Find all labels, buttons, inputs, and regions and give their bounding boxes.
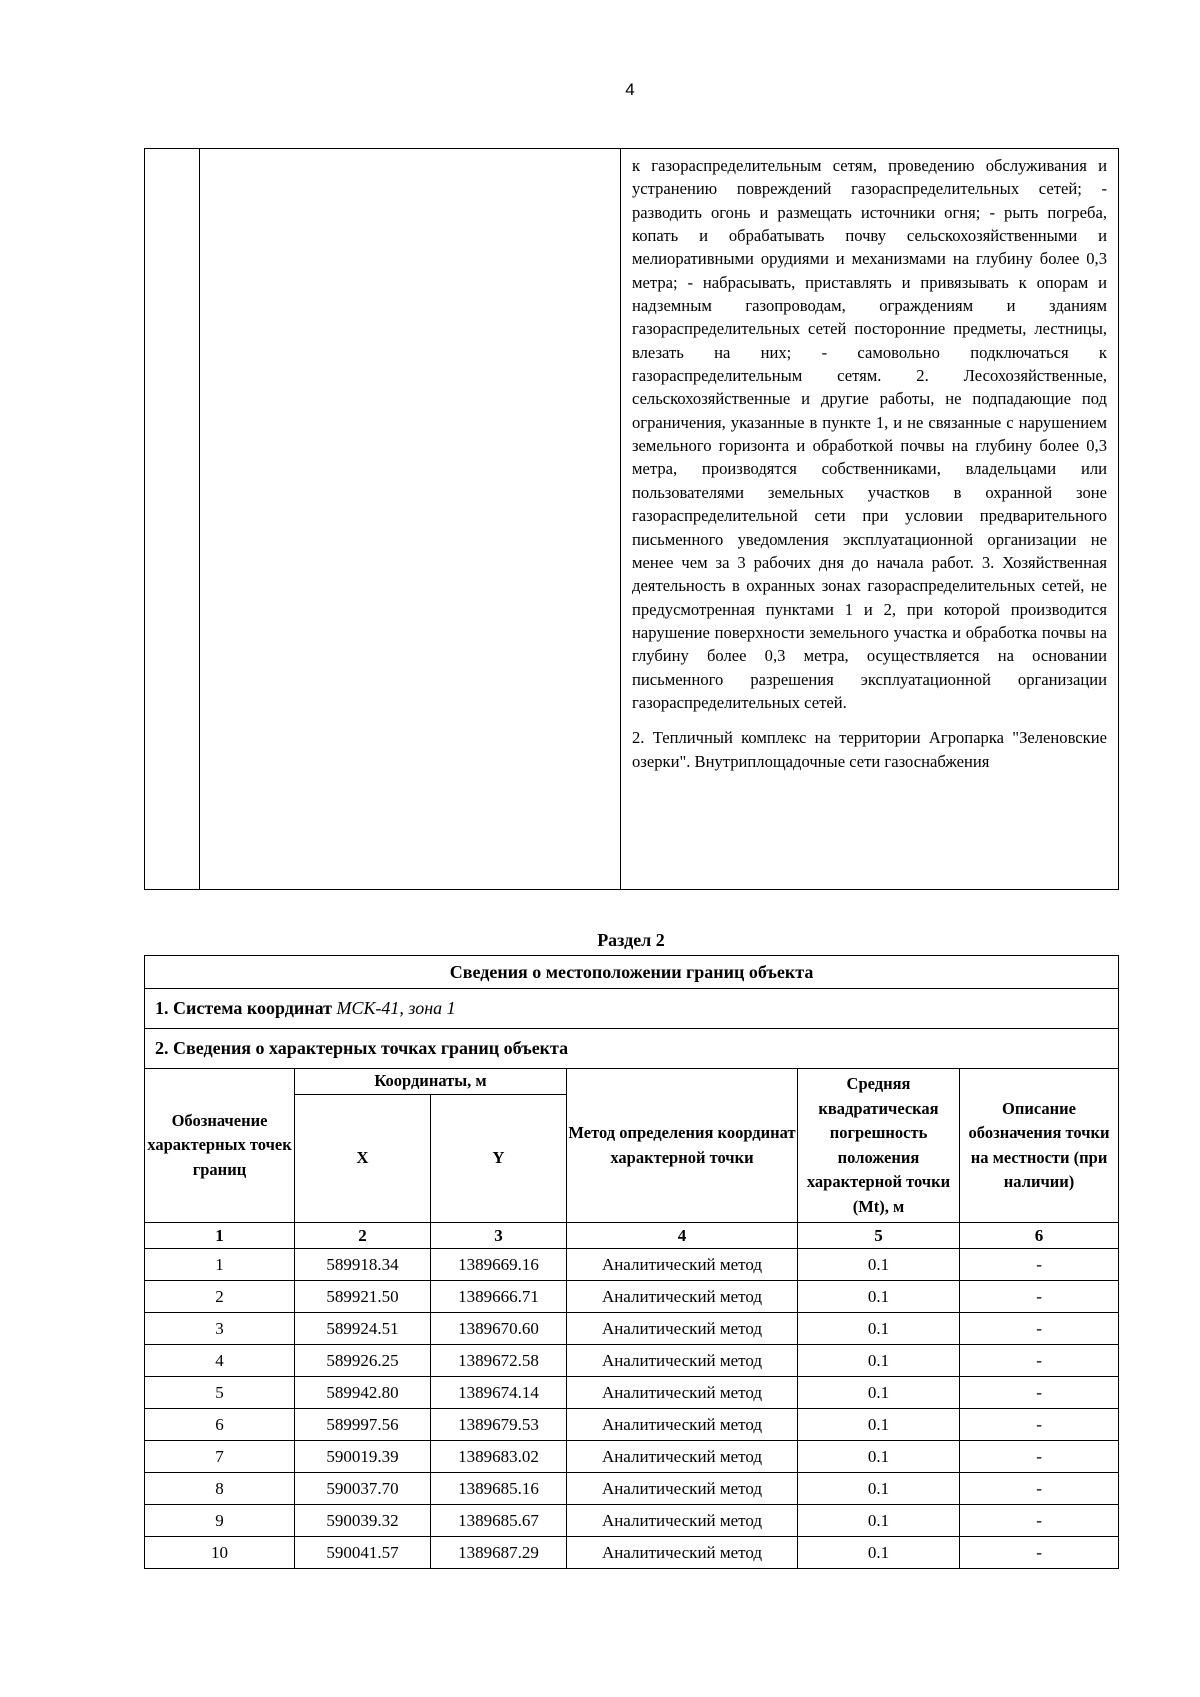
y-coordinate-cell: 1389666.71	[431, 1281, 567, 1313]
header-coordinates: Координаты, м	[295, 1069, 567, 1095]
x-coordinate-cell: 590019.39	[295, 1441, 431, 1473]
method-cell: Аналитический метод	[567, 1473, 798, 1505]
error-cell: 0.1	[798, 1409, 960, 1441]
error-cell: 0.1	[798, 1281, 960, 1313]
header-x: X	[295, 1095, 431, 1223]
restrictions-continuation-table	[144, 148, 1119, 890]
page-number: 4	[625, 80, 635, 99]
table-row	[145, 1441, 1119, 1473]
method-cell: Аналитический метод	[567, 1249, 798, 1281]
error-cell: 0.1	[798, 1249, 960, 1281]
header-error: Средняя квадратическая погрешность положения характерной точки (Mt), м	[798, 1069, 960, 1223]
x-coordinate-cell: 589924.51	[295, 1313, 431, 1345]
point-id-cell: 2	[145, 1281, 295, 1313]
y-coordinate-cell: 1389672.58	[431, 1345, 567, 1377]
table-row	[145, 1409, 1119, 1441]
table-row	[145, 1313, 1119, 1345]
table-row	[145, 1345, 1119, 1377]
table-row	[145, 1473, 1119, 1505]
description-cell: -	[960, 1537, 1119, 1569]
x-coordinate-cell: 590039.32	[295, 1505, 431, 1537]
coordinate-system-row	[145, 989, 1119, 1029]
error-cell: 0.1	[798, 1537, 960, 1569]
error-cell: 0.1	[798, 1345, 960, 1377]
description-cell: -	[960, 1441, 1119, 1473]
header-y: Y	[431, 1095, 567, 1223]
points-section-label: 2. Сведения о характерных точках границ объекта	[145, 1029, 1119, 1069]
description-cell: -	[960, 1377, 1119, 1409]
empty-index-cell	[145, 149, 200, 890]
error-cell: 0.1	[798, 1505, 960, 1537]
method-cell: Аналитический метод	[567, 1409, 798, 1441]
header-method: Метод определения координат характерной точки	[567, 1069, 798, 1223]
column-number: 2	[295, 1223, 431, 1249]
description-cell: -	[960, 1409, 1119, 1441]
method-cell: Аналитический метод	[567, 1345, 798, 1377]
point-id-cell: 4	[145, 1345, 295, 1377]
x-coordinate-cell: 590041.57	[295, 1537, 431, 1569]
table-row	[145, 1537, 1119, 1569]
method-cell: Аналитический метод	[567, 1281, 798, 1313]
header-point: Обозначение характерных точек границ	[145, 1069, 295, 1223]
table-row	[145, 1377, 1119, 1409]
x-coordinate-cell: 589926.25	[295, 1345, 431, 1377]
column-number: 6	[960, 1223, 1119, 1249]
point-id-cell: 1	[145, 1249, 295, 1281]
column-number-row	[145, 1223, 1119, 1249]
table-row	[145, 1281, 1119, 1313]
error-cell: 0.1	[798, 1441, 960, 1473]
error-cell: 0.1	[798, 1473, 960, 1505]
x-coordinate-cell: 589942.80	[295, 1377, 431, 1409]
y-coordinate-cell: 1389685.16	[431, 1473, 567, 1505]
column-number: 3	[431, 1223, 567, 1249]
x-coordinate-cell: 589918.34	[295, 1249, 431, 1281]
y-coordinate-cell: 1389669.16	[431, 1249, 567, 1281]
point-id-cell: 3	[145, 1313, 295, 1345]
y-coordinate-cell: 1389687.29	[431, 1537, 567, 1569]
column-number: 5	[798, 1223, 960, 1249]
point-id-cell: 10	[145, 1537, 295, 1569]
point-id-cell: 9	[145, 1505, 295, 1537]
method-cell: Аналитический метод	[567, 1313, 798, 1345]
column-number: 4	[567, 1223, 798, 1249]
description-cell: -	[960, 1249, 1119, 1281]
header-description: Описание обозначения точки на местности (при наличии)	[960, 1069, 1119, 1223]
restrictions-paragraph: к газораспределительным сетям, проведению обслуживания и устранению повреждений газораспределительных сетей; - разводить огонь и размещать источники огня; - рыть погреба, копать и обрабатывать почву сельскохозяйственными и мелиоративными орудиями и механизмами на глубину более 0,3 метра; - набрасывать, приставлять и привязывать к опорам и надземным газопроводам, ограждениям и зданиям газораспределительных сетей посторонние предметы, лестницы, влезать на них; - самовольно подключаться к газораспределительным сетям. 2. Лесохозяйственные, сельскохозяйственные и другие работы, не подпадающие под ограничения, указанные в пункте 1, и не связанные с нарушением земельного горизонта и обработкой почвы на глубину более 0,3 метра, производятся собственниками, владельцами или пользователями земельных участков в охранной зоне газораспределительной сети при условии предварительного письменного уведомления эксплуатационной организации не менее чем за 3 рабочих дня до начала работ. 3. Хозяйственная деятельность в охранных зонах газораспределительных сетей, не предусмотренная пунктами 1 и 2, при которой производится нарушение поверхности земельного участка и обработка почвы на глубину более 0,3 метра, осуществляется на основании письменного разрешения эксплуатационной организации газораспределительных сетей.	[632, 156, 1107, 712]
point-id-cell: 5	[145, 1377, 295, 1409]
table-caption: Сведения о местоположении границ объекта	[145, 956, 1119, 989]
section-title: Раздел 2	[597, 930, 665, 950]
description-cell: -	[960, 1281, 1119, 1313]
point-id-cell: 8	[145, 1473, 295, 1505]
point-id-cell: 7	[145, 1441, 295, 1473]
coordinate-system-value: МСК-41, зона 1	[336, 998, 456, 1018]
y-coordinate-cell: 1389674.14	[431, 1377, 567, 1409]
table-row	[145, 1505, 1119, 1537]
description-cell: -	[960, 1505, 1119, 1537]
table-row	[145, 1249, 1119, 1281]
method-cell: Аналитический метод	[567, 1377, 798, 1409]
y-coordinate-cell: 1389679.53	[431, 1409, 567, 1441]
x-coordinate-cell: 589921.50	[295, 1281, 431, 1313]
method-cell: Аналитический метод	[567, 1441, 798, 1473]
x-coordinate-cell: 589997.56	[295, 1409, 431, 1441]
description-cell: -	[960, 1345, 1119, 1377]
object-name-paragraph: 2. Тепличный комплекс на территории Агропарка "Зеленовские озерки". Внутриплощадочные сети газоснабжения	[632, 728, 1107, 771]
error-cell: 0.1	[798, 1313, 960, 1345]
coordinate-system-label: 1. Система координат	[155, 998, 332, 1018]
description-cell: -	[960, 1473, 1119, 1505]
method-cell: Аналитический метод	[567, 1505, 798, 1537]
x-coordinate-cell: 590037.70	[295, 1473, 431, 1505]
point-id-cell: 6	[145, 1409, 295, 1441]
column-number: 1	[145, 1223, 295, 1249]
boundary-points-table	[144, 955, 1119, 1569]
error-cell: 0.1	[798, 1377, 960, 1409]
description-cell: -	[960, 1313, 1119, 1345]
method-cell: Аналитический метод	[567, 1537, 798, 1569]
y-coordinate-cell: 1389670.60	[431, 1313, 567, 1345]
empty-name-cell	[200, 149, 621, 890]
y-coordinate-cell: 1389683.02	[431, 1441, 567, 1473]
y-coordinate-cell: 1389685.67	[431, 1505, 567, 1537]
restrictions-description-cell	[621, 149, 1119, 890]
